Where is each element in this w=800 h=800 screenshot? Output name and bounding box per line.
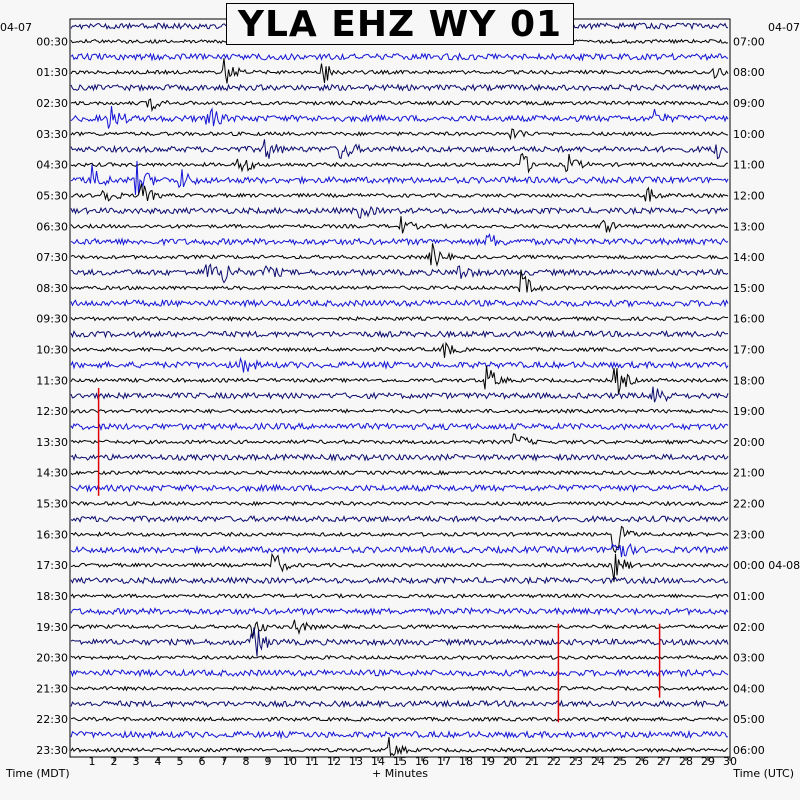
- right-time-label: 00:00 04-08: [733, 559, 800, 573]
- x-tick-label: 8: [242, 755, 250, 768]
- x-tick-label: 28: [679, 755, 693, 768]
- left-time-labels: [36, 35, 68, 757]
- right-time-label: 05:00: [733, 713, 765, 727]
- seismic-trace: [71, 701, 728, 707]
- right-time-label: 11:00: [733, 158, 765, 172]
- x-tick-label: 29: [701, 755, 715, 768]
- x-tick-label: 23: [569, 755, 583, 768]
- seismic-trace: [71, 243, 728, 265]
- left-axis-label: Time (MDT): [6, 767, 70, 780]
- seismic-trace: [71, 516, 728, 522]
- seismic-trace: [71, 471, 728, 475]
- seismic-trace: [71, 732, 728, 738]
- left-time-label: 08:30: [36, 281, 68, 295]
- right-time-label: 22:00: [733, 497, 765, 511]
- right-time-label: 01:00: [733, 589, 765, 603]
- seismic-trace: [71, 265, 728, 283]
- right-time-label: 13:00: [733, 220, 765, 234]
- left-time-label: 00:30: [36, 35, 68, 49]
- x-tick-label: 5: [176, 755, 184, 768]
- right-time-label: 04:00: [733, 682, 765, 696]
- seismic-trace: [71, 628, 728, 657]
- seismic-trace: [71, 129, 728, 139]
- x-tick-label: 13: [349, 755, 363, 768]
- right-time-label: 03:00: [733, 651, 765, 665]
- x-tick-label: 20: [503, 755, 517, 768]
- seismic-trace: [71, 54, 728, 60]
- left-time-label: 07:30: [36, 251, 68, 265]
- right-time-label: 10:00: [733, 127, 765, 141]
- plot-frame: [70, 19, 730, 757]
- seismic-trace: [71, 331, 728, 337]
- seismic-trace: [71, 161, 728, 195]
- left-time-label: 15:30: [36, 497, 68, 511]
- seismic-trace: [71, 317, 728, 321]
- x-tick-label: 15: [393, 755, 407, 768]
- x-axis-label: + Minutes: [371, 767, 429, 780]
- x-tick-label: 11: [305, 755, 319, 768]
- x-tick-label: 19: [481, 755, 495, 768]
- x-tick-label: 26: [635, 755, 649, 768]
- left-time-label: 16:30: [36, 528, 68, 542]
- right-axis-label: Time (UTC): [733, 767, 794, 780]
- right-time-label: 02:00: [733, 620, 765, 634]
- left-time-label: 09:30: [36, 312, 68, 326]
- seismic-trace: [71, 502, 728, 506]
- left-time-label: 22:30: [36, 713, 68, 727]
- left-time-label: 10:30: [36, 343, 68, 357]
- seismic-trace: [71, 387, 728, 403]
- x-tick-label: 3: [132, 755, 140, 768]
- seismic-trace: [71, 234, 728, 245]
- x-tick-label: 17: [437, 755, 451, 768]
- seismic-trace: [71, 366, 728, 394]
- x-tick-label: 22: [547, 755, 561, 768]
- left-time-label: 21:30: [36, 682, 68, 696]
- left-time-label: 06:30: [36, 220, 68, 234]
- x-tick-label: 14: [371, 755, 385, 768]
- seismic-trace: [71, 544, 728, 557]
- left-time-label: 02:30: [36, 97, 68, 111]
- left-corner-date: 04-07: [0, 21, 32, 34]
- x-tick-label: 24: [591, 755, 605, 768]
- seismic-trace: [71, 409, 728, 413]
- right-time-label: 18:00: [733, 374, 765, 388]
- x-tick-label: 16: [415, 755, 429, 768]
- x-tick-label: 21: [525, 755, 539, 768]
- left-time-label: 03:30: [36, 127, 68, 141]
- x-tick-label: 4: [154, 755, 162, 768]
- seismic-trace: [71, 594, 728, 598]
- seismic-trace: [71, 343, 728, 358]
- seismic-trace: [71, 207, 728, 218]
- right-time-labels: [733, 35, 800, 757]
- seismic-trace: [71, 99, 728, 110]
- seismic-trace: [71, 300, 728, 306]
- x-tick-label: 12: [327, 755, 341, 768]
- seismic-trace: [71, 578, 728, 584]
- right-time-label: 15:00: [733, 281, 765, 295]
- seismic-trace: [71, 737, 728, 756]
- seismic-trace: [71, 455, 728, 461]
- right-time-label: 07:00: [733, 35, 765, 49]
- left-time-label: 17:30: [36, 559, 68, 573]
- right-corner-date: 04-07: [768, 21, 800, 34]
- right-time-label: 16:00: [733, 312, 765, 326]
- x-tick-label: 30: [723, 755, 737, 768]
- x-tick-label: 25: [613, 755, 627, 768]
- seismic-trace: [71, 620, 728, 639]
- x-tick-label: 2: [110, 755, 118, 768]
- seismic-trace: [71, 717, 728, 721]
- seismic-trace: [71, 656, 728, 660]
- right-time-label: 20:00: [733, 435, 765, 449]
- right-time-label: 17:00: [733, 343, 765, 357]
- right-time-label: 23:00: [733, 528, 765, 542]
- right-time-label: 08:00: [733, 66, 765, 80]
- x-tick-label: 18: [459, 755, 473, 768]
- seismic-trace: [71, 139, 728, 158]
- seismic-trace: [71, 184, 728, 202]
- seismic-trace: [71, 424, 728, 430]
- seismic-trace: [71, 58, 728, 83]
- right-time-label: 21:00: [733, 466, 765, 480]
- seismic-trace: [71, 85, 728, 91]
- seismic-trace: [71, 359, 728, 373]
- seismic-trace: [71, 687, 728, 691]
- x-tick-label: 1: [88, 755, 96, 768]
- left-time-label: 19:30: [36, 620, 68, 634]
- left-time-label: 04:30: [36, 158, 68, 172]
- left-time-label: 01:30: [36, 66, 68, 80]
- seismic-trace: [71, 670, 728, 676]
- left-time-label: 12:30: [36, 405, 68, 419]
- x-tick-label: 9: [264, 755, 272, 768]
- right-time-label: 19:00: [733, 405, 765, 419]
- right-time-label: 09:00: [733, 97, 765, 111]
- x-tick-label: 6: [198, 755, 206, 768]
- x-tick-label: 10: [283, 755, 297, 768]
- seismic-traces: [71, 23, 728, 755]
- left-time-label: 11:30: [36, 374, 68, 388]
- seismic-trace: [71, 608, 728, 614]
- left-time-label: 20:30: [36, 651, 68, 665]
- left-time-label: 23:30: [36, 744, 68, 757]
- seismic-trace: [71, 485, 728, 491]
- left-time-label: 14:30: [36, 466, 68, 480]
- chart-title: YLA EHZ WY 01: [226, 3, 574, 45]
- left-time-label: 05:30: [36, 189, 68, 203]
- right-time-label: 14:00: [733, 251, 765, 265]
- x-tick-label: 7: [220, 755, 228, 768]
- seismic-trace: [71, 154, 728, 172]
- seismic-trace: [71, 106, 728, 129]
- seismic-trace: [71, 216, 728, 233]
- left-time-label: 13:30: [36, 435, 68, 449]
- right-time-label: 12:00: [733, 189, 765, 203]
- seismic-trace: [71, 434, 728, 444]
- right-time-label: 06:00: [733, 744, 765, 757]
- left-time-label: 18:30: [36, 589, 68, 603]
- x-tick-label: 27: [657, 755, 671, 768]
